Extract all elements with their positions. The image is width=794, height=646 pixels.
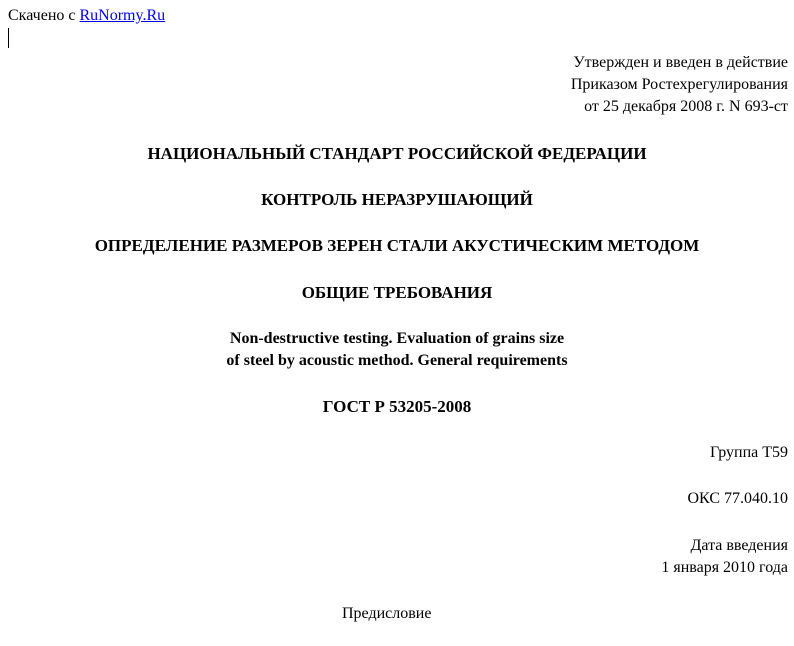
introduction-date-block — [661, 535, 788, 579]
national-standard-heading: НАЦИОНАЛЬНЫЙ СТАНДАРТ РОССИЙСКОЙ ФЕДЕРАЦИИ — [147, 144, 647, 163]
runormy-link[interactable]: RuNormy.Ru — [79, 7, 166, 24]
oks-code: ОКС 77.040.10 — [687, 490, 788, 507]
preface-heading: Предисловие — [342, 605, 432, 622]
introduction-date-label: Дата введения — [690, 537, 788, 554]
definition-heading: ОПРЕДЕЛЕНИЕ РАЗМЕРОВ ЗЕРЕН СТАЛИ АКУСТИЧЕСКИМ МЕТОДОМ — [94, 236, 700, 255]
general-requirements-heading: ОБЩИЕ ТРЕБОВАНИЯ — [301, 283, 493, 302]
approval-line-2: Приказом Ростехрегулирования — [570, 76, 788, 93]
text-caret — [8, 28, 9, 48]
source-line — [8, 6, 165, 26]
approval-block — [571, 52, 788, 118]
control-heading: КОНТРОЛЬ НЕРАЗРУШАЮЩИЙ — [261, 190, 533, 209]
introduction-date-value: 1 января 2010 года — [661, 559, 788, 576]
english-title-line-1: Non-destructive testing. Evaluation of grains size — [229, 330, 565, 347]
group-label: Группа Т59 — [709, 444, 788, 461]
approval-line-3: от 25 декабря 2008 г. N 693-ст — [584, 98, 788, 115]
english-title-line-2: of steel by acoustic method. General requirements — [226, 352, 568, 369]
english-title — [0, 328, 794, 372]
gost-number: ГОСТ Р 53205-2008 — [322, 397, 472, 416]
approval-line-1: Утвержден и введен в действие — [573, 54, 788, 71]
source-prefix: Скачено с — [8, 7, 80, 24]
